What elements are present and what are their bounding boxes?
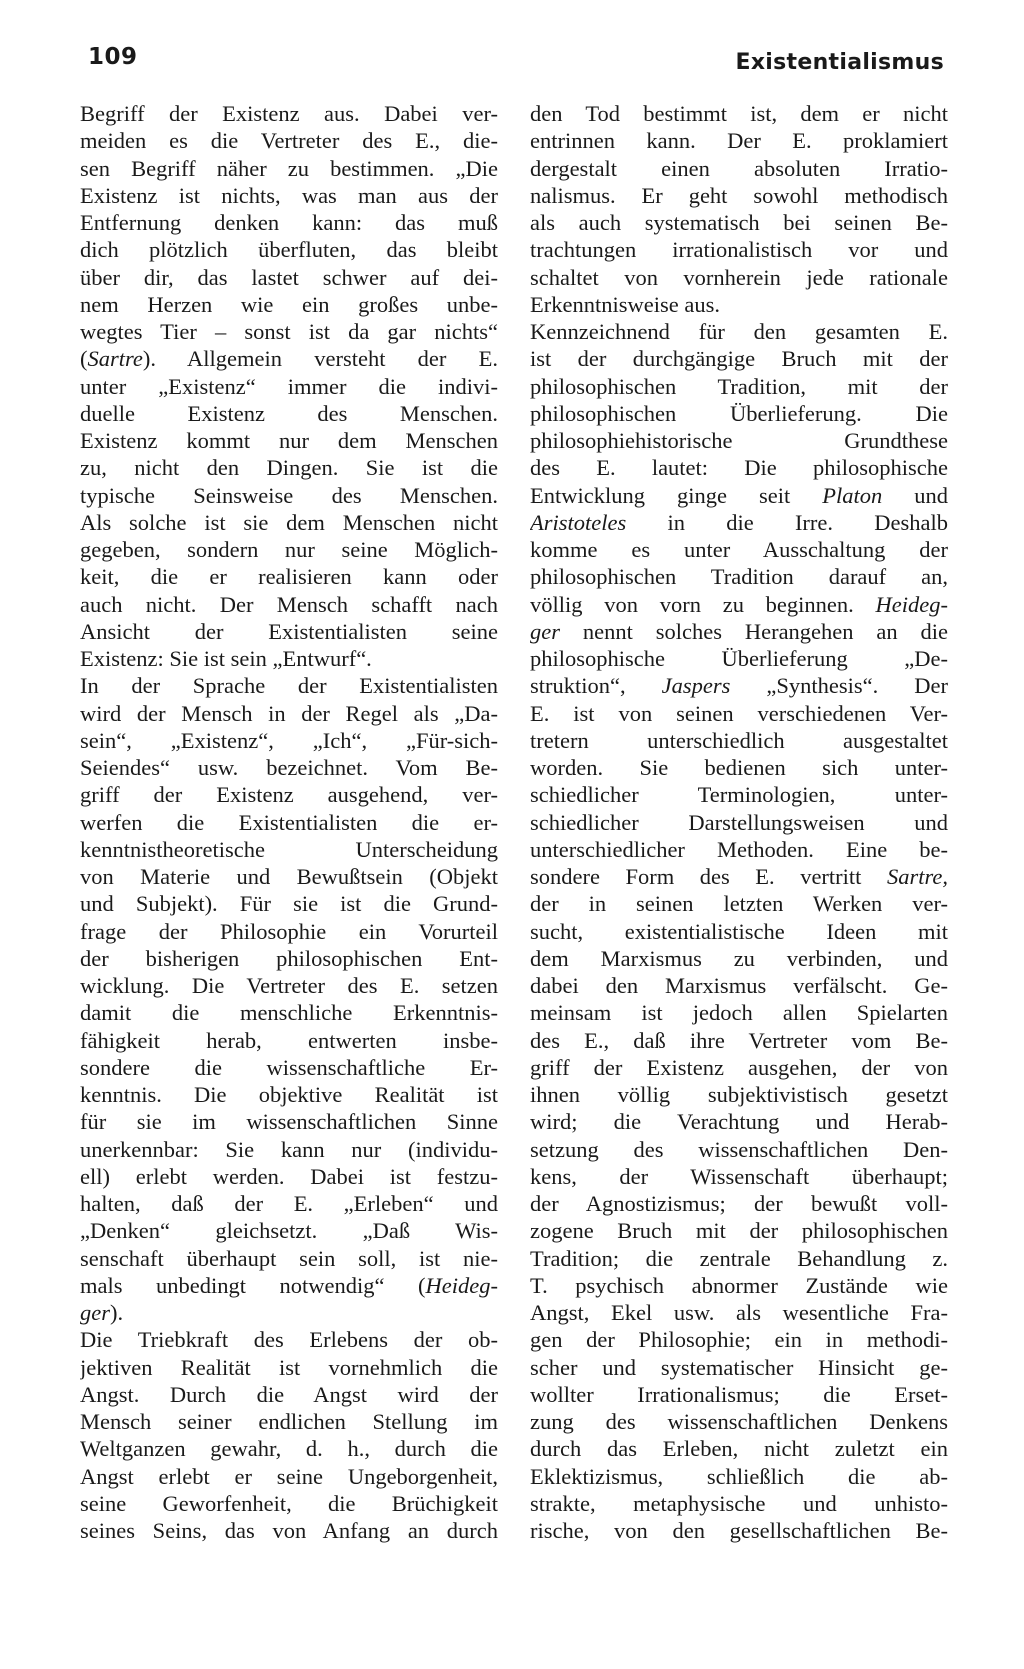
text-line bbox=[80, 999, 498, 1026]
text-segment: E. ist von seinen verschiedenen Ver- bbox=[530, 700, 948, 726]
text-line bbox=[530, 863, 948, 890]
text-line bbox=[530, 427, 948, 454]
text-line bbox=[80, 918, 498, 945]
text-line bbox=[80, 1217, 498, 1244]
text-line bbox=[80, 1136, 498, 1163]
text-line bbox=[80, 1190, 498, 1217]
text-segment: Angst, Ekel usw. als wesentliche Fra- bbox=[530, 1300, 948, 1325]
text-line bbox=[80, 291, 498, 318]
text-line bbox=[80, 100, 498, 127]
text-segment: als auch systematisch bei seinen Be- bbox=[530, 210, 948, 235]
text-segment: nalismus. Er geht sowohl methodisch bbox=[530, 182, 948, 208]
text-segment: philosophischen Tradition, mit der bbox=[530, 373, 948, 399]
text-segment: meinsam ist jedoch allen Spielarten bbox=[530, 1000, 948, 1026]
text-segment: gegeben, sondern nur seine Möglich- bbox=[80, 537, 498, 562]
text-segment: zung des wissenschaftlichen Denkens bbox=[530, 1409, 948, 1434]
italic-name: Platon bbox=[822, 482, 883, 508]
text-line bbox=[80, 672, 498, 699]
text-line bbox=[530, 1354, 948, 1381]
text-line bbox=[530, 1081, 948, 1108]
text-segment: des E. lautet: Die philosophische bbox=[530, 455, 948, 481]
text-line bbox=[530, 1163, 948, 1190]
text-segment: Entwicklung ginge seit bbox=[530, 482, 823, 508]
text-line bbox=[80, 236, 498, 263]
text-segment: nennt solches Herangehen an die bbox=[560, 618, 948, 644]
text-line bbox=[80, 1245, 498, 1272]
text-line bbox=[80, 945, 498, 972]
text-line bbox=[80, 890, 498, 917]
running-head: Existentialismus bbox=[735, 50, 944, 75]
text-line bbox=[80, 1299, 498, 1326]
text-line bbox=[80, 863, 498, 890]
left-column bbox=[80, 100, 498, 1544]
text-line bbox=[530, 1517, 948, 1544]
text-line bbox=[530, 591, 948, 618]
text-segment: unerkennbar: Sie kann nur (individu- bbox=[80, 1136, 498, 1162]
text-line bbox=[530, 345, 948, 372]
text-line bbox=[530, 645, 948, 672]
text-segment: rische, von den gesellschaftlichen Be- bbox=[530, 1518, 948, 1543]
text-segment: nem Herzen wie ein großes unbe- bbox=[80, 291, 498, 317]
text-segment: entrinnen kann. Der E. proklamiert bbox=[530, 128, 948, 154]
text-segment: Kennzeichnend für den gesamten E. bbox=[530, 319, 948, 344]
text-segment: dich plötzlich überfluten, das bleibt bbox=[80, 237, 498, 263]
text-segment: „Synthesis“. Der bbox=[730, 673, 948, 699]
text-line bbox=[530, 945, 948, 972]
text-segment: kenntnis. Die objektive Realität ist bbox=[80, 1082, 498, 1107]
text-line bbox=[530, 482, 948, 509]
text-line bbox=[80, 182, 498, 209]
text-segment: Als solche ist sie dem Menschen nicht bbox=[80, 509, 498, 535]
text-segment: T. psychisch abnormer Zustände wie bbox=[530, 1272, 948, 1298]
text-segment: zogene Bruch mit der philosophischen bbox=[530, 1218, 948, 1244]
text-segment: unterschiedlicher Methoden. Eine be- bbox=[530, 836, 948, 862]
text-line bbox=[80, 1081, 498, 1108]
text-line bbox=[530, 155, 948, 182]
text-line bbox=[530, 182, 948, 209]
text-line bbox=[530, 618, 948, 645]
text-segment: griff der Existenz ausgehen, der von bbox=[530, 1054, 948, 1080]
text-line bbox=[530, 1326, 948, 1353]
text-segment: dabei den Marxismus verfälscht. Ge- bbox=[530, 973, 948, 998]
text-line bbox=[80, 127, 498, 154]
text-line bbox=[80, 400, 498, 427]
text-line bbox=[530, 999, 948, 1026]
text-line bbox=[530, 264, 948, 291]
text-segment: trachtungen irrationalistisch vor und bbox=[530, 237, 948, 263]
text-line bbox=[80, 754, 498, 781]
page-number: 109 bbox=[88, 44, 138, 70]
text-segment: völlig von vorn zu beginnen. bbox=[530, 591, 876, 617]
text-line bbox=[530, 1463, 948, 1490]
italic-name: Heideg- bbox=[425, 1272, 498, 1298]
text-line bbox=[530, 209, 948, 236]
text-line bbox=[530, 1054, 948, 1081]
text-segment: Angst. Durch die Angst wird der bbox=[80, 1381, 498, 1407]
text-segment: schiedlicher Terminologien, unter- bbox=[530, 782, 948, 808]
text-line bbox=[530, 100, 948, 127]
text-segment: philosophische Überlieferung „De- bbox=[530, 646, 948, 671]
text-line bbox=[530, 1490, 948, 1517]
text-segment: Tradition; die zentrale Behandlung z. bbox=[530, 1245, 948, 1271]
text-line bbox=[530, 563, 948, 590]
text-line bbox=[530, 890, 948, 917]
text-segment: keit, die er realisieren kann oder bbox=[80, 564, 498, 590]
text-segment: wird; die Verachtung und Herab- bbox=[530, 1109, 948, 1135]
text-segment: durch das Erleben, nicht zuletzt ein bbox=[530, 1436, 948, 1462]
text-segment: Die Triebkraft des Erlebens der ob- bbox=[80, 1327, 498, 1353]
text-line bbox=[530, 1381, 948, 1408]
italic-name: Heideg- bbox=[875, 591, 948, 617]
text-segment: duelle Existenz des Menschen. bbox=[80, 400, 498, 426]
text-segment: setzung des wissenschaftlichen Den- bbox=[530, 1136, 948, 1162]
text-line bbox=[80, 482, 498, 509]
text-line bbox=[530, 1027, 948, 1054]
text-line bbox=[80, 836, 498, 863]
text-line bbox=[80, 1054, 498, 1081]
text-segment: schaltet von vornherein jede rationale bbox=[530, 264, 948, 290]
text-segment: des E., daß ihre Vertreter vom Be- bbox=[530, 1027, 948, 1053]
text-segment: ). Allgemein versteht der E. bbox=[142, 346, 498, 372]
text-line bbox=[80, 264, 498, 291]
text-segment: halten, daß der E. „Erleben“ und bbox=[80, 1191, 498, 1216]
text-segment: für sie im wissenschaftlichen Sinne bbox=[80, 1109, 498, 1135]
text-segment: worden. Sie bedienen sich unter- bbox=[530, 755, 948, 780]
text-line bbox=[530, 972, 948, 999]
text-segment: auch nicht. Der Mensch schafft nach bbox=[80, 591, 498, 617]
text-line bbox=[80, 972, 498, 999]
text-segment: den Tod bestimmt ist, dem er nicht bbox=[530, 101, 948, 126]
text-segment: tretern unterschiedlich ausgestaltet bbox=[530, 727, 948, 753]
text-segment: zu, nicht den Dingen. Sie ist die bbox=[80, 455, 498, 481]
text-line bbox=[530, 809, 948, 836]
text-line bbox=[80, 1517, 498, 1544]
text-segment: philosophiehistorische Grundthese bbox=[530, 428, 948, 453]
text-segment: fähigkeit herab, entwerten insbe- bbox=[80, 1027, 498, 1053]
italic-name: Jaspers bbox=[661, 673, 731, 699]
text-line bbox=[80, 427, 498, 454]
right-column bbox=[530, 100, 948, 1544]
text-segment: ihnen völlig subjektivistisch gesetzt bbox=[530, 1082, 948, 1107]
text-segment: ). bbox=[110, 1300, 124, 1325]
text-segment: seines Seins, das von Anfang an durch bbox=[80, 1518, 498, 1543]
text-line bbox=[530, 754, 948, 781]
text-line bbox=[530, 400, 948, 427]
text-line bbox=[530, 672, 948, 699]
text-segment: der bisherigen philosophischen Ent- bbox=[80, 945, 498, 971]
text-line bbox=[80, 1463, 498, 1490]
text-segment: und bbox=[882, 482, 948, 508]
text-segment: strakte, metaphysische und unhisto- bbox=[530, 1490, 948, 1516]
text-line bbox=[80, 345, 498, 372]
text-line bbox=[80, 591, 498, 618]
text-line bbox=[80, 563, 498, 590]
text-segment: ell) erlebt werden. Dabei ist festzu- bbox=[80, 1163, 498, 1189]
text-segment: wegtes Tier – sonst ist da gar nichts“ bbox=[80, 319, 498, 344]
text-segment: Ansicht der Existentialisten seine bbox=[80, 618, 498, 644]
text-segment: meiden es die Vertreter des E., die- bbox=[80, 128, 498, 154]
text-segment: scher und systematischer Hinsicht ge- bbox=[530, 1354, 948, 1380]
text-segment: in die Irre. Deshalb bbox=[626, 509, 948, 535]
text-line bbox=[80, 1163, 498, 1190]
text-segment: Seiendes“ usw. bezeichnet. Vom Be- bbox=[80, 755, 498, 780]
text-line bbox=[80, 155, 498, 182]
text-segment: Existenz kommt nur dem Menschen bbox=[80, 428, 498, 453]
text-segment: Existenz ist nichts, was man aus der bbox=[80, 182, 498, 208]
text-line bbox=[80, 1408, 498, 1435]
text-line bbox=[80, 1272, 498, 1299]
italic-name: ger bbox=[80, 1300, 110, 1325]
text-line bbox=[530, 781, 948, 808]
text-line bbox=[80, 454, 498, 481]
text-line bbox=[530, 1108, 948, 1135]
text-segment: frage der Philosophie ein Vorurteil bbox=[80, 918, 498, 944]
text-segment: kenntnistheoretische Unterscheidung bbox=[80, 836, 498, 862]
text-line bbox=[530, 127, 948, 154]
text-segment: schiedlicher Darstellungsweisen und bbox=[530, 809, 948, 835]
text-line bbox=[80, 209, 498, 236]
text-line bbox=[530, 1299, 948, 1326]
text-segment: Erkenntnisweise aus. bbox=[530, 291, 720, 317]
text-segment: Eklektizismus, schließlich die ab- bbox=[530, 1463, 948, 1489]
text-line bbox=[530, 1435, 948, 1462]
text-line bbox=[80, 1354, 498, 1381]
text-line bbox=[530, 236, 948, 263]
text-segment: typische Seinsweise des Menschen. bbox=[80, 482, 498, 508]
text-line bbox=[80, 1027, 498, 1054]
text-segment: seine Geworfenheit, die Brüchigkeit bbox=[80, 1490, 498, 1516]
text-segment: von Materie und Bewußtsein (Objekt bbox=[80, 864, 498, 889]
text-segment: Weltganzen gewahr, d. h., durch die bbox=[80, 1436, 498, 1462]
text-line bbox=[530, 1190, 948, 1217]
text-segment: struktion“, bbox=[530, 673, 662, 699]
text-segment: mals unbedingt notwendig“ ( bbox=[80, 1272, 426, 1298]
text-line bbox=[530, 836, 948, 863]
text-line bbox=[80, 509, 498, 536]
italic-name: Sartre, bbox=[886, 864, 948, 889]
text-segment: Entfernung denken kann: das muß bbox=[80, 210, 498, 235]
text-line bbox=[80, 1108, 498, 1135]
text-line bbox=[80, 318, 498, 345]
text-segment: unter „Existenz“ immer die indivi- bbox=[80, 373, 498, 399]
text-segment: werfen die Existentialisten die er- bbox=[80, 809, 498, 835]
text-segment: dem Marxismus zu verbinden, und bbox=[530, 945, 948, 971]
text-segment: und Subjekt). Für sie ist die Grund- bbox=[80, 891, 498, 917]
text-line bbox=[80, 645, 498, 672]
text-line bbox=[530, 373, 948, 400]
text-segment: kens, der Wissenschaft überhaupt; bbox=[530, 1163, 948, 1189]
text-line bbox=[530, 536, 948, 563]
text-line bbox=[80, 618, 498, 645]
text-segment: sein“, „Existenz“, „Ich“, „Für-sich- bbox=[80, 727, 498, 753]
text-segment: senschaft überhaupt sein soll, ist nie- bbox=[80, 1245, 498, 1271]
text-segment: komme es unter Ausschaltung der bbox=[530, 537, 948, 562]
text-segment: sucht, existentialistische Ideen mit bbox=[530, 918, 948, 944]
text-segment: ist der durchgängige Bruch mit der bbox=[530, 346, 948, 372]
text-line bbox=[530, 1136, 948, 1163]
text-line bbox=[530, 1217, 948, 1244]
text-line bbox=[80, 373, 498, 400]
text-segment: philosophischen Tradition darauf an, bbox=[530, 564, 948, 590]
text-segment: wollter Irrationalismus; die Erset- bbox=[530, 1381, 948, 1407]
text-line bbox=[80, 536, 498, 563]
text-line bbox=[530, 318, 948, 345]
text-segment: damit die menschliche Erkenntnis- bbox=[80, 1000, 498, 1026]
text-line bbox=[530, 727, 948, 754]
text-segment: philosophischen Überlieferung. Die bbox=[530, 400, 948, 426]
text-segment: wicklung. Die Vertreter des E. setzen bbox=[80, 973, 498, 998]
text-line bbox=[80, 809, 498, 836]
text-segment: gen der Philosophie; ein in methodi- bbox=[530, 1327, 948, 1353]
text-line bbox=[80, 781, 498, 808]
text-line bbox=[530, 700, 948, 727]
text-segment: jektiven Realität ist vornehmlich die bbox=[80, 1354, 498, 1380]
text-segment: dergestalt einen absoluten Irratio- bbox=[530, 155, 948, 181]
text-line bbox=[80, 1326, 498, 1353]
text-segment: über dir, das lastet schwer auf dei- bbox=[80, 264, 498, 290]
text-segment: ( bbox=[80, 346, 88, 372]
text-segment: In der Sprache der Existentialisten bbox=[80, 673, 498, 699]
text-segment: sen Begriff näher zu bestimmen. „Die bbox=[80, 155, 498, 181]
text-segment: wird der Mensch in der Regel als „Da- bbox=[80, 700, 498, 726]
text-segment: Mensch seiner endlichen Stellung im bbox=[80, 1409, 498, 1434]
text-line bbox=[530, 1245, 948, 1272]
text-line bbox=[80, 727, 498, 754]
text-line bbox=[530, 454, 948, 481]
text-line bbox=[530, 1408, 948, 1435]
text-line bbox=[80, 1490, 498, 1517]
text-line bbox=[530, 509, 948, 536]
text-segment: sondere die wissenschaftliche Er- bbox=[80, 1054, 498, 1080]
text-line bbox=[530, 1272, 948, 1299]
italic-name: Sartre bbox=[87, 346, 143, 372]
text-line bbox=[80, 1381, 498, 1408]
text-segment: Begriff der Existenz aus. Dabei ver- bbox=[80, 101, 498, 126]
text-line bbox=[530, 291, 948, 318]
italic-name: Aristoteles bbox=[530, 509, 627, 535]
text-line bbox=[80, 1435, 498, 1462]
text-segment: Angst erlebt er seine Ungeborgenheit, bbox=[80, 1463, 498, 1489]
text-segment: der Agnostizismus; der bewußt voll- bbox=[530, 1191, 948, 1216]
text-segment: Existenz: Sie ist sein „Entwurf“. bbox=[80, 646, 372, 671]
italic-name: ger bbox=[530, 618, 560, 644]
text-segment: sondere Form des E. vertritt bbox=[530, 864, 887, 889]
text-line bbox=[530, 918, 948, 945]
text-segment: der in seinen letzten Werken ver- bbox=[530, 891, 948, 917]
text-segment: griff der Existenz ausgehend, ver- bbox=[80, 782, 498, 808]
text-line bbox=[80, 700, 498, 727]
text-segment: „Denken“ gleichsetzt. „Daß Wis- bbox=[80, 1218, 498, 1244]
